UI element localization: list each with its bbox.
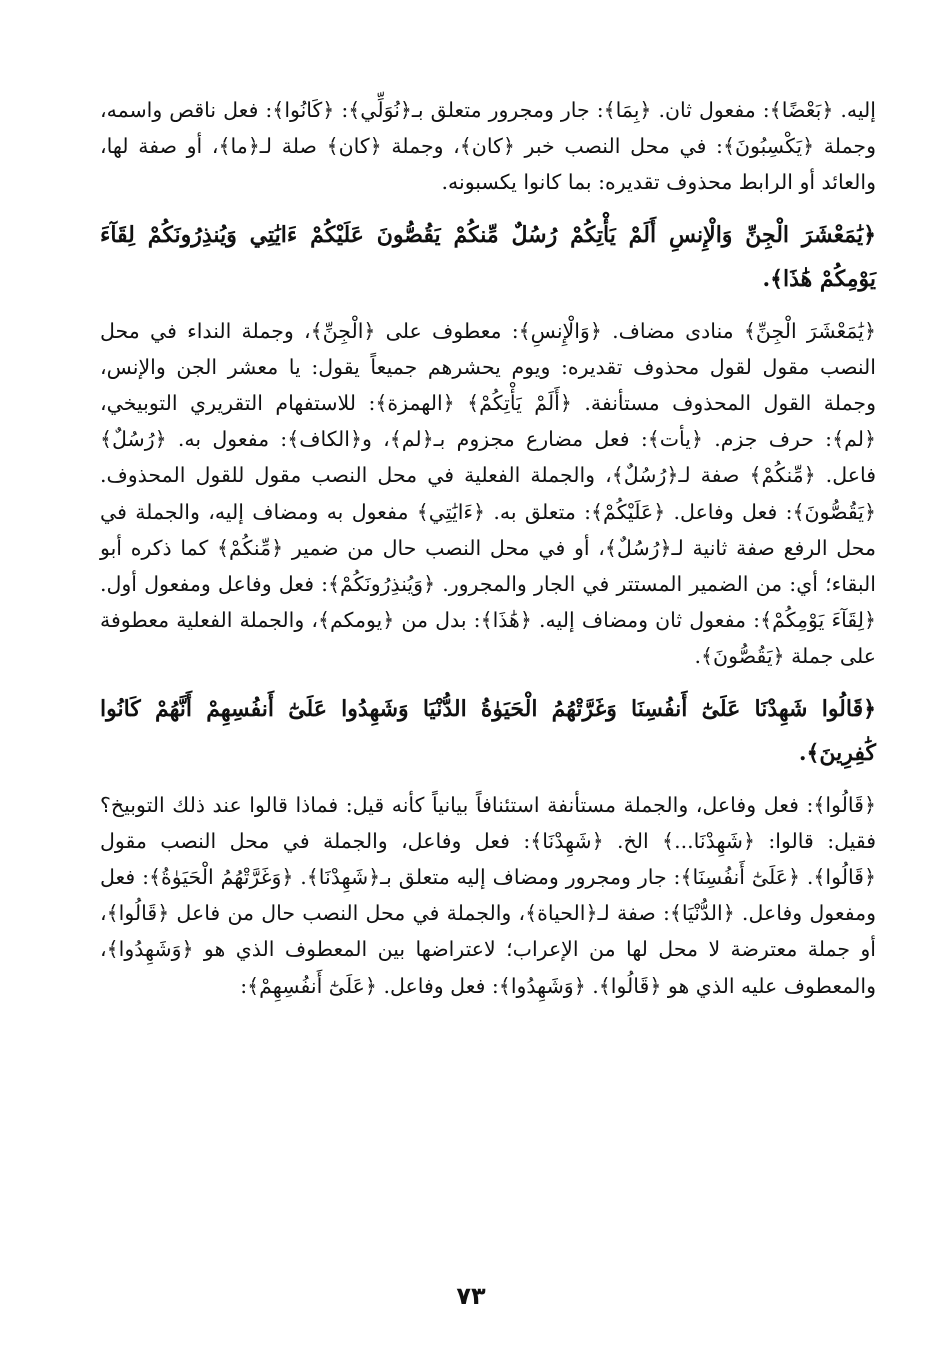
- quran-verse-1: ﴿يَٰمَعْشَرَ الْجِنِّ وَالْإِنسِ أَلَمْ يَأْتِكُمْ رُسُلٌ مِّنكُمْ يَقُصُّونَ عَلَيْكُمْ ءَايَٰتِي وَيُنذِرُونَكُمْ لِقَآءَ يَوْمِكُمْ هَٰذَا﴾.: [100, 221, 876, 292]
- quran-verse-2: ﴿قَالُوا شَهِدْنَا عَلَىٰٓ أَنفُسِنَا وَغَرَّتْهُمُ الْحَيَوٰةُ الدُّنْيَا وَشَهِدُوا عَلَىٰٓ أَنفُسِهِمْ أَنَّهُمْ كَانُوا كَٰفِرِينَ﴾.: [100, 695, 876, 766]
- page-body: [100, 92, 876, 1016]
- paragraph-irab-3: ﴿قَالُوا﴾: فعل وفاعل، والجملة مستأنفة استئنافاً بيانياً كأنه قيل: فماذا قالوا عند ذلك التوبيخ؟ فقيل: قالوا: ﴿شَهِدْنَا...﴾ الخ. ﴿شَهِدْنَا﴾: فعل وفاعل، والجملة في محل النصب مقول ﴿قَالُوا﴾. ﴿عَلَىٰٓ أَنفُسِنَا﴾: جار ومجرور ومضاف إليه متعلق بـ﴿شَهِدْنَا﴾. ﴿وَغَرَّتْهُمُ الْحَيَوٰةُ﴾: فعل ومفعول وفاعل. ﴿الدُّنْيَا﴾: صفة لـ﴿الحياة﴾، والجملة في محل النصب حال من فاعل ﴿قَالُوا﴾، أو جملة معترضة لا محل لها من الإعراب؛ لاعتراضها بين المعطوف الذي هو ﴿وَشَهِدُوا﴾، والمعطوف عليه الذي هو ﴿قَالُوا﴾. ﴿وَشَهِدُوا﴾: فعل وفاعل. ﴿عَلَىٰٓ أَنفُسِهِمْ﴾:: [100, 792, 876, 998]
- paragraph-irab-1: إليه. ﴿بَعْضًا﴾: مفعول ثان. ﴿بِمَا﴾: جار ومجرور متعلق بـ﴿نُوَلِّي﴾: ﴿كَانُوا﴾: فعل ناقص واسمه، وجملة ﴿يَكْسِبُونَ﴾: في محل النصب خبر ﴿كان﴾، وجملة ﴿كان﴾ صلة لـ﴿ما﴾، أو صفة لها، والعائد أو الرابط محذوف تقديره: بما كانوا يكسبونه.: [100, 98, 876, 195]
- paragraph-irab-2: ﴿يَٰمَعْشَرَ الْجِنِّ﴾ منادى مضاف. ﴿وَالْإِنسِ﴾: معطوف على ﴿الْجِنِّ﴾، وجملة النداء في محل النصب مقول لقول محذوف تقديره: ويوم يحشرهم جميعاً يقول: يا معشر الجن والإنس، وجملة القول المحذوف مستأنفة. ﴿أَلَمْ يَأْتِكُمْ﴾ ﴿الهمزة﴾: للاستفهام التقريري التوبيخي، ﴿لم﴾: حرف جزم. ﴿يأت﴾: فعل مضارع مجزوم بـ﴿لم﴾، و﴿الكاف﴾: مفعول به. ﴿رُسُلٌ﴾ فاعل. ﴿مِّنكُمْ﴾ صفة لـ﴿رُسُلٌ﴾، والجملة الفعلية في محل النصب مقول للقول المحذوف. ﴿يَقُصُّونَ﴾: فعل وفاعل. ﴿عَلَيْكُمْ﴾: متعلق به. ﴿ءَايَٰتِي﴾ مفعول به ومضاف إليه، والجملة في محل الرفع صفة ثانية لـ﴿رُسُلٌ﴾، أو في محل النصب حال من ضمير ﴿مِّنكُمْ﴾ كما ذكره أبو البقاء؛ أي: من الضمير المستتر في الجار والمجرور. ﴿وَيُنذِرُونَكُمْ﴾: فعل وفاعل ومفعول أول. ﴿لِقَآءَ يَوْمِكُمْ﴾: مفعول ثان ومضاف إليه. ﴿هَٰذَا﴾: بدل من ﴿يومكم﴾، والجملة الفعلية معطوفة على جملة ﴿يَقُصُّونَ﴾.: [100, 318, 876, 669]
- page-number: ٧٣: [456, 1282, 486, 1310]
